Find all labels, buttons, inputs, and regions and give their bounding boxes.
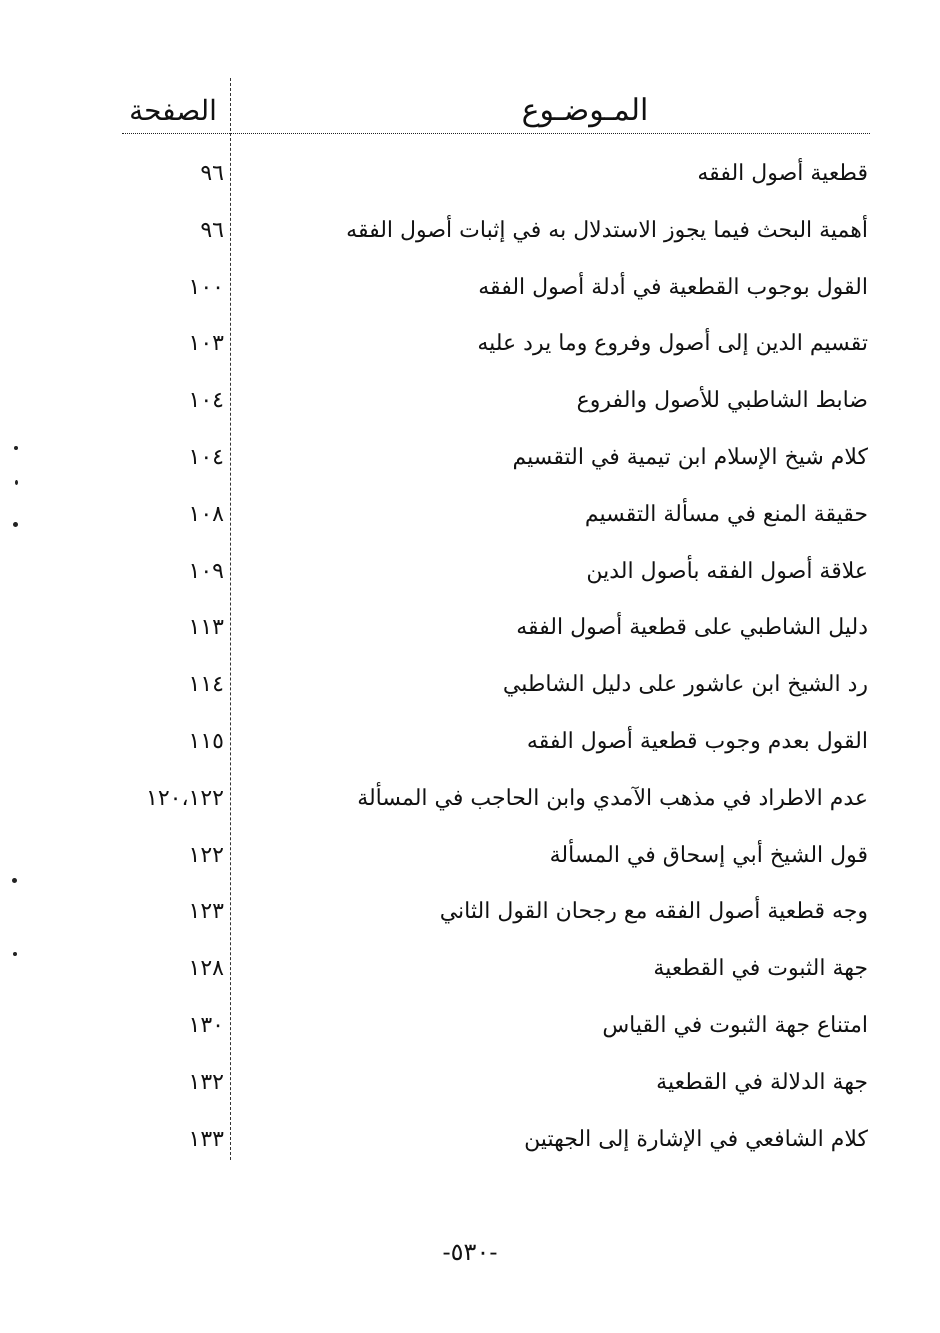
index-page-number: ١١٤: [188, 672, 224, 698]
index-table: [0, 148, 940, 1170]
index-topic: حقيقة المنع في مسألة التقسيم: [584, 501, 868, 527]
index-page-number: ١٢٣: [188, 899, 224, 925]
index-page-number: ١٢٢: [188, 842, 224, 868]
index-page-number: ١٣٢: [188, 1069, 224, 1095]
index-topic: رد الشيخ ابن عاشور على دليل الشاطبي: [502, 672, 868, 698]
index-page-number: ١٢٠،١٢٢: [146, 785, 224, 811]
index-page-number: ١٠٠: [188, 274, 224, 300]
index-topic: ضابط الشاطبي للأصول والفروع: [576, 388, 868, 414]
index-topic: جهة الثبوت في القطعية: [653, 956, 868, 982]
index-row: [0, 148, 940, 205]
index-page-number: ١٣٠: [188, 1012, 224, 1038]
index-row: [0, 1000, 940, 1057]
scan-speck: [15, 480, 18, 485]
scan-speck: [14, 446, 18, 450]
index-row: [0, 205, 940, 262]
index-row: [0, 830, 940, 887]
index-row: [0, 375, 940, 432]
index-topic: أهمية البحث فيما يجوز الاستدلال به في إثبات أصول الفقه: [346, 217, 868, 243]
index-row: [0, 1114, 940, 1171]
index-topic: تقسيم الدين إلى أصول وفروع وما يرد عليه: [477, 331, 868, 357]
scan-speck: [13, 952, 17, 956]
index-topic: كلام شيخ الإسلام ابن تيمية في التقسيم: [512, 444, 868, 470]
index-row: [0, 659, 940, 716]
index-row: [0, 318, 940, 375]
index-page-number: ٩٦: [200, 217, 224, 243]
footer-page-number: -٥٣٠-: [442, 1238, 498, 1266]
scan-speck: [12, 878, 17, 883]
index-topic: عدم الاطراد في مذهب الآمدي وابن الحاجب في المسألة: [357, 785, 868, 811]
index-topic: قول الشيخ أبي إسحاق في المسألة: [549, 842, 868, 868]
scan-speck: [13, 522, 18, 527]
index-topic: جهة الدلالة في القطعية: [656, 1069, 868, 1095]
page-column-header: الصفحة: [129, 94, 217, 127]
index-row: [0, 1057, 940, 1114]
index-topic: قطعية أصول الفقه: [697, 161, 868, 186]
index-row: [0, 546, 940, 603]
index-row: [0, 602, 940, 659]
index-topic: دليل الشاطبي على قطعية أصول الفقه: [516, 615, 868, 641]
header-rule: [122, 133, 870, 134]
index-topic: كلام الشافعي في الإشارة إلى الجهتين: [524, 1126, 868, 1152]
index-page-number: ١١٣: [188, 615, 224, 641]
index-page-number: ١٠٣: [188, 331, 224, 357]
index-row: [0, 886, 940, 943]
index-topic: القول بعدم وجوب قطعية أصول الفقه: [526, 728, 868, 754]
index-page-number: ١٠٤: [188, 444, 224, 470]
index-page-number: ١٠٩: [188, 558, 224, 584]
index-page-number: ١١٥: [188, 728, 224, 754]
index-row: [0, 432, 940, 489]
index-page-number: ١٠٤: [188, 388, 224, 414]
index-row: [0, 773, 940, 830]
index-row: [0, 716, 940, 773]
index-page-number: ١٠٨: [188, 501, 224, 527]
index-topic: امتناع جهة الثبوت في القياس: [602, 1012, 868, 1038]
index-row: [0, 489, 940, 546]
index-topic: علاقة أصول الفقه بأصول الدين: [586, 558, 868, 584]
index-page-number: ١٢٨: [188, 956, 224, 982]
index-row: [0, 943, 940, 1000]
topic-column-header: المـوضـوع: [521, 93, 649, 128]
index-page-number: ٩٦: [200, 161, 224, 186]
index-row: [0, 262, 940, 319]
index-page-number: ١٣٣: [188, 1126, 224, 1152]
index-topic: وجه قطعية أصول الفقه مع رجحان القول الثاني: [439, 899, 868, 925]
index-topic: القول بوجوب القطعية في أدلة أصول الفقه: [478, 274, 868, 300]
